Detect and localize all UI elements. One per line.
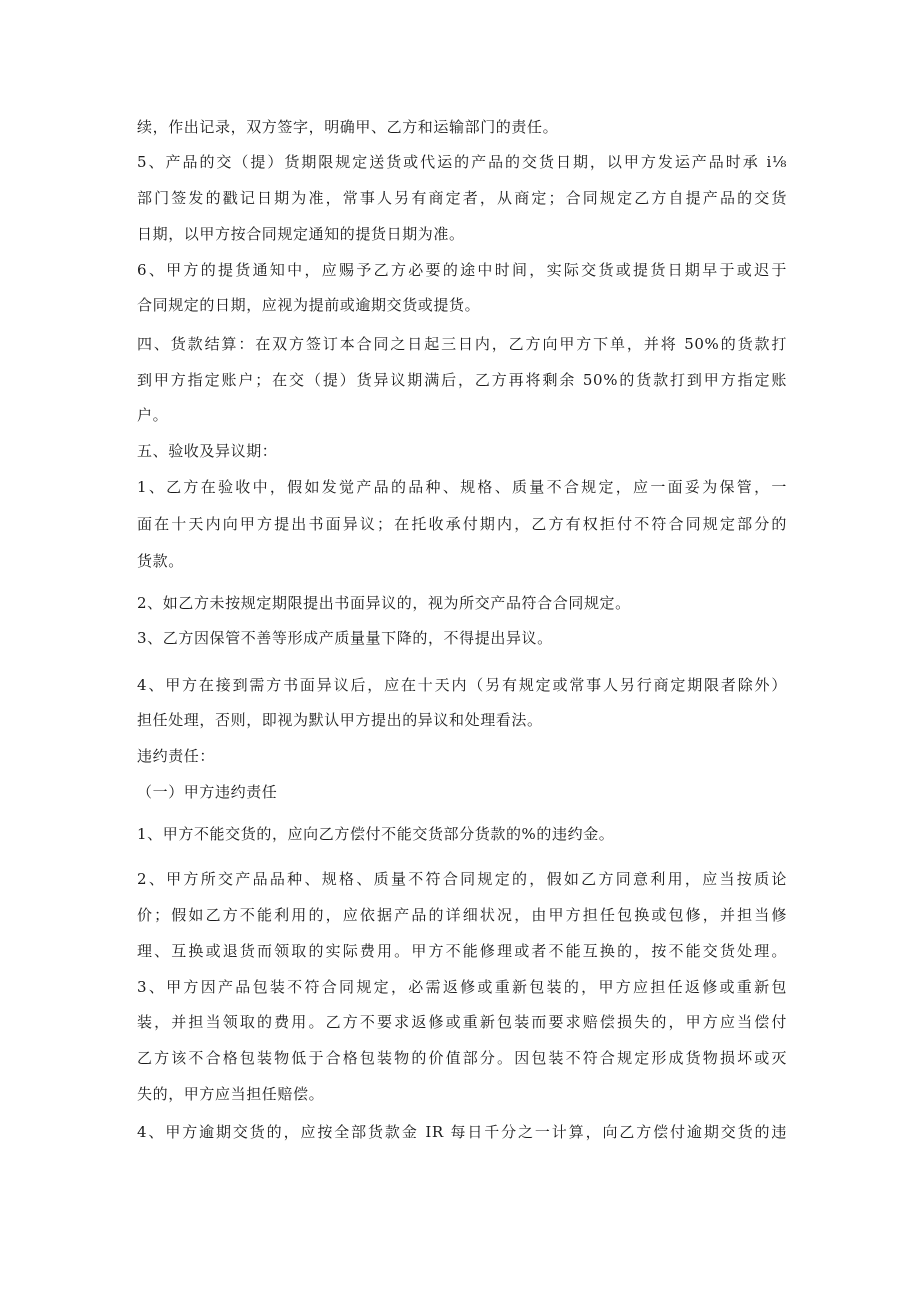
text-line: 价；假如乙方不能利用的，应依据产品的详细状况，由甲方担任包换或包修，并担当修 xyxy=(137,906,787,924)
text-line: 到甲方指定账户；在交（提）货异议期满后，乙方再将剩余 50%的货款打到甲方指定账 xyxy=(137,371,787,389)
text-line: 续，作出记录，双方签字，明确甲、乙方和运输部门的责任。 xyxy=(137,118,559,136)
text-line: 失的，甲方应当担任赔偿。 xyxy=(137,1085,325,1103)
text-line: 部门签发的戳记日期为准，常事人另有商定者，从商定；合同规定乙方自提产品的交货 xyxy=(137,189,787,207)
text-line: 3、乙方因保管不善等形成产质量量下降的，不得提出异议。 xyxy=(137,629,553,647)
text-line: 4、甲方在接到需方书面异议后，应在十天内（另有规定或常事人另行商定期限者除外） xyxy=(137,676,787,694)
text-line: 3、甲方因产品包装不符合同规定，必需返修或重新包装的，甲方应担任返修或重新包 xyxy=(137,978,787,996)
text-line: 货款。 xyxy=(137,552,184,570)
text-line: 户。 xyxy=(137,406,169,424)
text-line: 理、互换或退货而领取的实际费用。甲方不能修理或者不能互换的，按不能交货处理。 xyxy=(137,942,787,960)
text-line: 乙方该不合格包装物低于合格包装物的价值部分。因包装不符合规定形成货物损坏或灭 xyxy=(137,1049,787,1067)
section-heading: 五、验收及异议期： xyxy=(137,442,278,460)
text-line: 担任处理，否则，即视为默认甲方提出的异议和处理看法。 xyxy=(137,711,543,729)
text-line: 6、甲方的提货通知中，应赐予乙方必要的途中时间，实际交货或提货日期早于或迟于 xyxy=(137,261,787,279)
text-line: 面在十天内向甲方提出书面异议；在托收承付期内，乙方有权拒付不符合同规定部分的 xyxy=(137,515,787,533)
text-line: 1、乙方在验收中，假如发觉产品的品种、规格、质量不合规定，应一面妥为保管，一 xyxy=(137,478,787,496)
text-line: 四、货款结算：在双方签订本合同之日起三日内，乙方向甲方下单，并将 50%的货款打 xyxy=(137,335,787,353)
text-line: 1、甲方不能交货的，应向乙方偿付不能交货部分货款的%的违约金。 xyxy=(137,825,615,843)
text-line: 装，并担当领取的费用。乙方不要求返修或重新包装而要求赔偿损失的，甲方应当偿付 xyxy=(137,1013,787,1031)
text-line: 合同规定的日期，应视为提前或逾期交货或提货。 xyxy=(137,296,481,314)
text-line: 4、甲方逾期交货的，应按全部货款金 IR 每日千分之一计算，向乙方偿付逾期交货的违 xyxy=(137,1123,787,1141)
text-line: 2、如乙方未按规定期限提出书面异议的，视为所交产品符合合同规定。 xyxy=(137,594,631,612)
text-line: 5、产品的交（提）货期限规定送货或代运的产品的交货日期，以甲方发运产品时承 i⅛ xyxy=(137,153,787,171)
subsection-heading: （一）甲方违约责任 xyxy=(137,783,278,801)
section-heading: 违约责任： xyxy=(137,747,216,765)
text-line: 2、甲方所交产品品种、规格、质量不符合同规定的，假如乙方同意利用，应当按质论 xyxy=(137,870,787,888)
text-line: 日期，以甲方按合同规定通知的提货日期为准。 xyxy=(137,225,465,243)
